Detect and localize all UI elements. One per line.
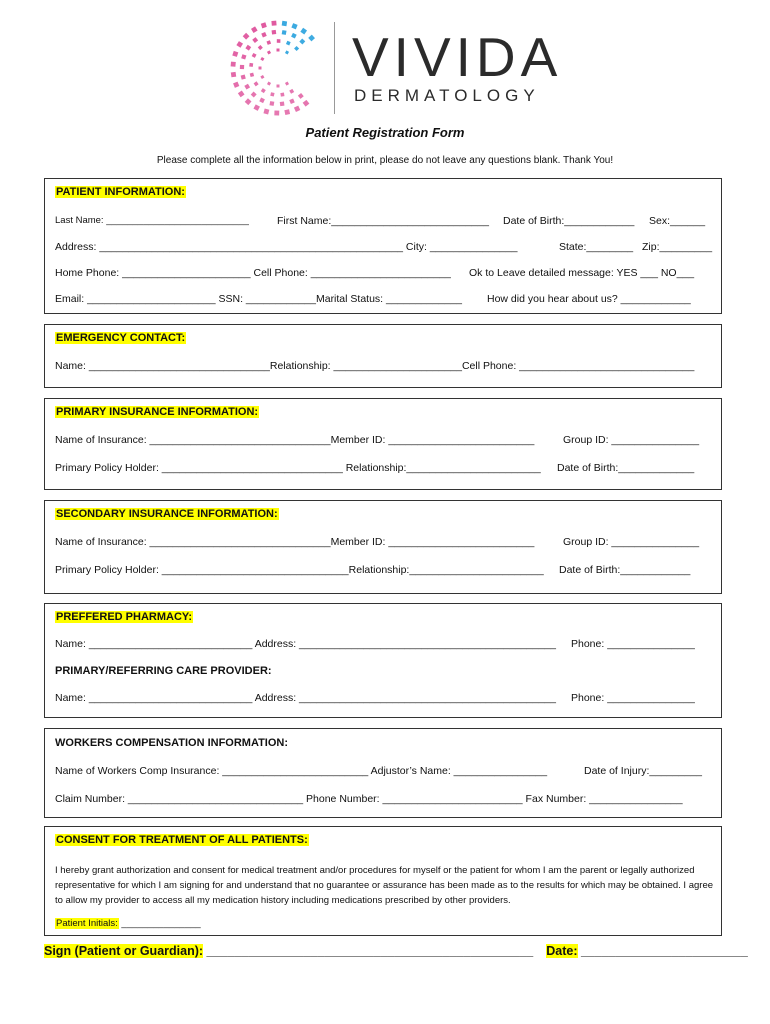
holder-dob-field[interactable]: Date of Birth:____________ [559, 564, 691, 576]
logo-dot [282, 30, 287, 35]
signature-line[interactable]: _______________________________________________ [203, 944, 534, 958]
comp-insurance-adjustor-field[interactable]: Name of Workers Comp Insurance: _________________________ Adjustor’s Name: ________________ [55, 765, 548, 777]
logo-dot [259, 97, 265, 103]
logo-dot [289, 89, 294, 94]
primary-insurance-section [44, 398, 722, 490]
logo-dot [259, 67, 262, 70]
patient-info-section [44, 178, 722, 314]
logo-dot [294, 46, 299, 51]
logo-dot [253, 104, 259, 110]
logo-dot [249, 63, 253, 67]
brand-name: VIVIDA [352, 26, 563, 88]
claim-phone-fax-field[interactable]: Claim Number: ______________________________ Phone Number: ________________________ Fax Number: ________________ [55, 793, 683, 805]
signature-row [44, 944, 748, 958]
logo-dot [241, 75, 246, 80]
logo-dot [277, 39, 281, 43]
consent-text: I hereby grant authorization and consent for medical treatment and/or procedures for myself or the patient for whom I am the parent or legally authorized representative for which I am signing for and understand that no guarantee or assurance has been made as to the results for which may be obtained. I agree to allow my provider to access all my medication history including medications prescribed by other providers. [55, 865, 714, 906]
section-heading: PREFFERED PHARMACY: [56, 611, 193, 623]
email-ssn-marital-field[interactable]: Email: ______________________ SSN: ____________Marital Status: _____________ [55, 293, 462, 305]
logo-dot [291, 23, 297, 29]
referral-source-field[interactable]: How did you hear about us? ____________ [487, 293, 691, 305]
initials-label: Patient Initials: [56, 918, 118, 929]
logo-dot [285, 50, 289, 54]
section-heading: CONSENT FOR TREATMENT OF ALL PATIENTS: [56, 834, 308, 846]
section-heading: PRIMARY INSURANCE INFORMATION: [56, 406, 259, 418]
last-name-field[interactable]: Last Name: ___________________________ [55, 215, 249, 226]
zip-field[interactable]: Zip:_________ [642, 241, 713, 253]
logo-dot [241, 54, 246, 59]
logo-dot [303, 100, 310, 107]
first-name-field[interactable]: First Name:___________________________ [277, 215, 489, 227]
logo-dot [286, 41, 291, 46]
logo-dot [280, 101, 285, 106]
provider-phone-field[interactable]: Phone: _______________ [571, 692, 695, 704]
pharmacy-section [44, 603, 722, 718]
dob-field[interactable]: Date of Birth:____________ [503, 215, 635, 227]
brand-subtitle: DERMATOLOGY [354, 86, 540, 105]
logo-dot [252, 37, 258, 43]
provider-name-address-field[interactable]: Name: ____________________________ Address: ____________________________________________ [55, 692, 556, 704]
date-label: Date: [546, 944, 578, 958]
logo-dot [254, 81, 259, 86]
logo-dot-ring [231, 21, 315, 116]
logo-dot [267, 50, 271, 54]
logo-dot [232, 51, 238, 57]
logo-dot [231, 72, 236, 77]
logo-divider [334, 22, 335, 114]
provider-heading: PRIMARY/REFERRING CARE PROVIDER: [55, 665, 272, 677]
logo-dot [272, 30, 277, 35]
address-city-field[interactable]: Address: ____________________________________________________ City: _______________ [55, 241, 518, 253]
logo-dot [298, 93, 304, 99]
instructions: Please complete all the information below in print, please do not leave any questions blank. Thank You! [156, 155, 614, 166]
logo-dot [252, 53, 257, 58]
logo-dot [251, 26, 258, 33]
pharmacy-phone-field[interactable]: Phone: _______________ [571, 638, 695, 650]
logo-dot [243, 33, 250, 40]
logo-dot [231, 62, 236, 67]
sex-field[interactable]: Sex:______ [649, 215, 706, 227]
workers-comp-section [44, 728, 722, 818]
insurance-member-field[interactable]: Name of Insurance: _______________________________Member ID: _________________________ [55, 536, 535, 548]
logo-dot [260, 75, 264, 79]
section-heading: EMERGENCY CONTACT: [56, 332, 186, 344]
phone-fields[interactable]: Home Phone: ______________________ Cell Phone: ________________________ [55, 267, 451, 279]
policy-holder-field[interactable]: Primary Policy Holder: _______________________________ Relationship:_______________________ [55, 462, 541, 474]
emergency-section [44, 324, 722, 388]
logo-dot [277, 49, 280, 52]
logo-dot [271, 21, 276, 26]
logo-dot [233, 82, 239, 88]
consent-section [44, 826, 722, 936]
logo-dot [245, 98, 252, 105]
pharmacy-name-address-field[interactable]: Name: ____________________________ Address: ____________________________________________ [55, 638, 556, 650]
logo-dot [261, 22, 267, 28]
group-id-field[interactable]: Group ID: _______________ [563, 434, 700, 446]
logo-dot [266, 40, 271, 45]
logo-dot [282, 21, 287, 26]
logo-dot [289, 98, 295, 104]
group-id-field[interactable]: Group ID: _______________ [563, 536, 700, 548]
logo-dot [251, 92, 257, 98]
logo-dot [240, 65, 244, 69]
sign-label: Sign (Patient or Guardian): [44, 944, 204, 958]
policy-holder-field[interactable]: Primary Policy Holder: ________________________________Relationship:_______________________ [55, 564, 544, 576]
logo-dot [269, 101, 274, 106]
section-heading: PATIENT INFORMATION: [56, 186, 185, 198]
patient-initials-field[interactable] [55, 918, 201, 929]
secondary-insurance-section [44, 500, 722, 594]
logo-dot [285, 82, 289, 86]
section-heading: WORKERS COMPENSATION INFORMATION: [55, 737, 289, 749]
logo-dot [260, 57, 264, 61]
insurance-member-field[interactable]: Name of Insurance: _______________________________Member ID: _________________________ [55, 434, 535, 446]
logo-dot [267, 82, 271, 86]
injury-date-field[interactable]: Date of Injury:_________ [584, 765, 702, 777]
logo-dot [261, 88, 266, 93]
logo-dot [284, 109, 290, 115]
logo-dot [274, 111, 279, 116]
logo-dot [277, 85, 280, 88]
logo-dot [294, 106, 300, 112]
holder-dob-field[interactable]: Date of Birth:_____________ [557, 462, 695, 474]
logo-dot [291, 33, 297, 39]
leave-message-field[interactable]: Ok to Leave detailed message: YES ___ NO___ [469, 267, 695, 279]
section-heading: SECONDARY INSURANCE INFORMATION: [56, 508, 278, 520]
date-line[interactable]: ________________________ [577, 944, 748, 958]
logo-dot [258, 45, 263, 50]
logo-dot [263, 109, 269, 115]
logo-dot [238, 91, 245, 98]
logo-dot [300, 28, 307, 35]
logo-dot [261, 32, 267, 38]
logo-dot [308, 35, 315, 42]
logo-dot [244, 84, 250, 90]
logo-dot [245, 45, 251, 51]
emergency-contact-field[interactable]: Name: _______________________________Relationship: ______________________Cell Phone: ______________________________ [55, 360, 695, 372]
logo-dot [236, 41, 243, 48]
logo-dot [280, 93, 284, 97]
logo-dot [299, 39, 305, 45]
initials-line[interactable]: _______________ [118, 918, 201, 929]
state-field[interactable]: State:________ [559, 241, 634, 253]
logo-dot [250, 73, 254, 77]
page-title: Patient Registration Form [305, 125, 465, 140]
logo-dot [270, 92, 274, 96]
